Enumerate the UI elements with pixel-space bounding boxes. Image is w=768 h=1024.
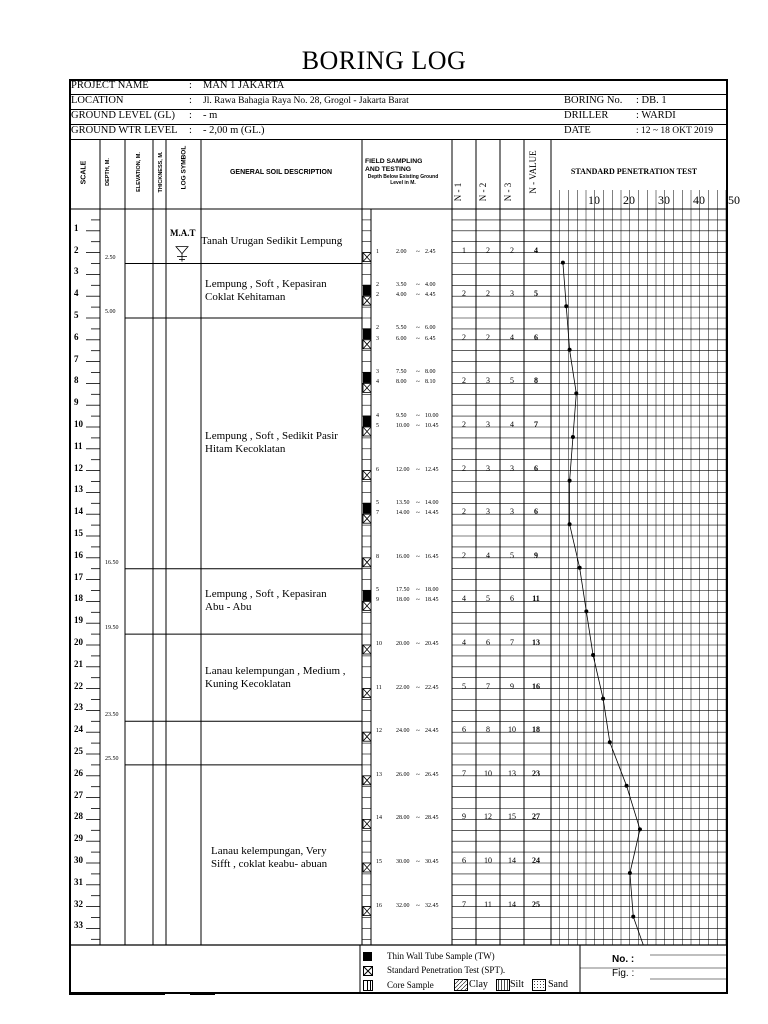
soil-description-line: Lempung , Soft , Kepasiran <box>205 277 327 290</box>
scale-number: 19 <box>74 615 83 626</box>
tw-sample-no: 2 <box>376 281 379 288</box>
blow-count-n1: 9 <box>462 812 466 822</box>
soil-description <box>205 430 338 456</box>
blow-count-n2: 6 <box>486 638 490 647</box>
blow-count-n3: 14 <box>508 899 516 909</box>
blow-count-n3: 9 <box>510 681 514 691</box>
mat-label: M.A.T <box>170 227 196 238</box>
tw-sample-icon <box>363 952 372 961</box>
range-tilde: ~ <box>416 465 420 474</box>
spt-test-to: 18.45 <box>425 597 439 604</box>
silt-pattern-icon <box>496 979 510 991</box>
date-label: DATE <box>564 125 591 136</box>
n-value: 23 <box>532 768 540 778</box>
range-tilde: ~ <box>416 334 420 343</box>
n1-header: N - 1 <box>453 182 463 202</box>
spt-test-from: 4.00 <box>396 292 407 299</box>
spt-test-to: 26.45 <box>425 771 439 778</box>
blow-count-n2: 2 <box>486 245 490 255</box>
spt-test-no: 16 <box>376 902 382 909</box>
tw-sample-from: 7.50 <box>396 368 407 375</box>
colon: : <box>189 80 192 91</box>
spt-test-from: 10.00 <box>396 423 410 429</box>
blow-count-n2: 8 <box>486 725 490 735</box>
blow-count-n2: 10 <box>484 856 492 865</box>
tw-sample-no: 2 <box>376 325 379 332</box>
layer-depth-label: 16.50 <box>105 559 119 566</box>
location-value: Jl. Rawa Bahagia Raya No. 28, Grogol - Jakarta Barat <box>203 96 409 106</box>
soil-description <box>205 665 346 691</box>
n-value: 24 <box>532 856 540 865</box>
spt-test-no: 1 <box>376 248 379 255</box>
layer-depth-label: 19.50 <box>105 625 119 632</box>
n-value: 16 <box>532 681 540 691</box>
n-value-header: N - VALUE <box>528 150 538 194</box>
spt-test-to: 32.45 <box>425 902 439 909</box>
spt-test-no: 8 <box>376 553 379 560</box>
layer-depth-label: 5.00 <box>105 309 116 315</box>
layer-depth-label: 23.50 <box>105 712 119 719</box>
sand-pattern-icon <box>532 979 546 991</box>
soil-description-line: Kuning Kecoklatan <box>205 677 291 690</box>
range-tilde: ~ <box>416 552 420 561</box>
scale-number: 30 <box>74 855 83 865</box>
scale-number: 13 <box>74 484 83 495</box>
tw-sample-to: 10.00 <box>425 412 439 419</box>
soil-description-line: Lanau kelempungan , Medium , <box>205 664 346 677</box>
tw-sample-no: 5 <box>376 586 379 593</box>
spt-test-from: 18.00 <box>396 597 410 604</box>
n-value: 7 <box>534 420 538 429</box>
legend-clay: Clay <box>469 979 488 990</box>
ground-water-label: GROUND WTR LEVEL <box>71 125 178 136</box>
tw-sample-no: 5 <box>376 499 379 506</box>
core-sample-icon <box>363 980 373 991</box>
blow-count-n3: 10 <box>508 725 516 735</box>
driller-label: DRILLER <box>564 110 609 121</box>
scale-number: 31 <box>74 876 83 887</box>
spt-test-to: 20.45 <box>425 641 439 647</box>
blow-count-n1: 2 <box>462 420 466 429</box>
range-tilde: ~ <box>416 324 420 333</box>
scale-number: 22 <box>74 680 83 691</box>
tw-sample-from: 3.50 <box>396 281 407 288</box>
range-tilde: ~ <box>416 770 420 779</box>
field-sampling-line-1: FIELD SAMPLING <box>365 158 423 165</box>
blow-count-n2: 5 <box>486 594 490 604</box>
blow-count-n3: 4 <box>510 332 514 342</box>
spt-test-to: 22.45 <box>425 684 439 691</box>
n-value: 4 <box>534 245 538 255</box>
range-tilde: ~ <box>416 378 420 387</box>
layer-depth-label: 2.50 <box>105 254 116 261</box>
colon: : <box>189 110 192 121</box>
tw-sample-no: 3 <box>376 368 379 375</box>
blow-count-n2: 3 <box>486 376 490 386</box>
soil-description-line: Coklat Kehitaman <box>205 290 286 303</box>
blow-count-n1: 4 <box>462 594 466 604</box>
scale-number: 7 <box>74 353 79 364</box>
layer-depth-label: 25.50 <box>105 755 119 762</box>
blow-count-n3: 3 <box>510 289 514 299</box>
blow-count-n2: 11 <box>484 899 492 909</box>
scale-number: 29 <box>74 833 83 844</box>
range-tilde: ~ <box>416 727 420 736</box>
blow-count-n2: 3 <box>486 420 490 429</box>
spt-tick-label: 20 <box>623 193 635 207</box>
blow-count-n3: 6 <box>510 594 514 604</box>
spt-test-from: 32.00 <box>396 902 410 909</box>
scale-number: 14 <box>74 506 83 517</box>
boring-no-label: BORING No. <box>564 95 623 106</box>
scale-number: 24 <box>74 724 83 735</box>
blow-count-n1: 7 <box>462 899 466 909</box>
range-tilde: ~ <box>416 596 420 605</box>
spt-test-no: 12 <box>376 728 382 735</box>
fig-label: Fig. : <box>612 968 635 979</box>
driller-value: : WARDI <box>636 110 676 121</box>
spt-test-to: 28.45 <box>425 815 439 822</box>
colon: : <box>189 95 192 106</box>
tw-sample-from: 17.50 <box>396 586 410 593</box>
scale-number: 33 <box>74 920 83 931</box>
blow-count-n1: 2 <box>462 332 466 342</box>
legend-tw: Thin Wall Tube Sample (TW) <box>387 951 495 961</box>
range-tilde: ~ <box>416 683 420 692</box>
ground-water-value: - 2,00 m (GL.) <box>203 125 265 136</box>
spt-test-no: 10 <box>376 641 382 647</box>
blow-count-n1: 7 <box>462 768 466 778</box>
range-tilde: ~ <box>416 291 420 300</box>
spt-test-no: 15 <box>376 859 382 865</box>
scale-number: 21 <box>74 658 83 669</box>
clay-pattern-icon <box>454 979 468 991</box>
spt-test-from: 16.00 <box>396 553 410 560</box>
spt-test-to: 8.10 <box>425 379 436 386</box>
n3-header: N - 3 <box>503 182 513 202</box>
spt-test-from: 26.00 <box>396 771 410 778</box>
spt-test-from: 24.00 <box>396 728 410 735</box>
spt-test-to: 10.45 <box>425 423 439 429</box>
spt-tick-label: 10 <box>588 193 600 207</box>
spt-header: STANDARD PENETRATION TEST <box>570 167 698 176</box>
spt-test-to: 30.45 <box>425 859 439 865</box>
soil-description <box>201 235 342 248</box>
tw-sample-to: 8.00 <box>425 368 436 375</box>
spt-test-from: 28.00 <box>396 815 410 822</box>
scale-header: SCALE <box>80 160 88 185</box>
n-value: 27 <box>532 812 540 822</box>
spt-test-to: 12.45 <box>425 466 439 473</box>
n-value: 5 <box>534 289 538 299</box>
n-value: 6 <box>534 463 538 473</box>
boring-no-value: : DB. 1 <box>636 95 667 106</box>
blow-count-n3: 7 <box>510 638 514 647</box>
spt-test-from: 30.00 <box>396 859 410 865</box>
blow-count-n1: 5 <box>462 681 466 691</box>
blow-count-n3: 3 <box>510 507 514 517</box>
legend-core: Core Sample <box>387 980 434 990</box>
blow-count-n2: 4 <box>486 550 490 560</box>
location-label: LOCATION <box>71 95 124 106</box>
tw-sample-from: 5.50 <box>396 325 407 332</box>
blow-count-n1: 2 <box>462 550 466 560</box>
spt-test-to: 2.45 <box>425 248 436 255</box>
spt-tick-label: 40 <box>693 193 705 207</box>
spt-test-to: 6.45 <box>425 335 436 342</box>
depth-header: DEPTH, M. <box>105 158 111 186</box>
spt-test-no: 4 <box>376 379 379 386</box>
spt-tick-label: 30 <box>658 193 670 207</box>
scale-number: 27 <box>74 789 83 800</box>
spt-tick-label: 50 <box>728 193 740 207</box>
blow-count-n1: 6 <box>462 856 466 865</box>
spt-test-from: 6.00 <box>396 335 407 342</box>
spt-test-from: 14.00 <box>396 510 410 517</box>
spt-test-no: 5 <box>376 423 379 429</box>
scale-number: 28 <box>74 811 83 822</box>
soil-description-line: Tanah Urugan Sedikit Lempung <box>201 235 343 248</box>
range-tilde: ~ <box>416 280 420 289</box>
spt-test-no: 2 <box>376 292 379 299</box>
blow-count-n2: 2 <box>486 289 490 299</box>
spt-test-from: 2.00 <box>396 248 407 255</box>
legend-sand: Sand <box>548 979 568 990</box>
blow-count-n3: 5 <box>510 550 514 560</box>
blow-count-n3: 15 <box>508 812 516 822</box>
soil-description-line: Hitam Kecoklatan <box>205 443 286 456</box>
blow-count-n2: 2 <box>486 332 490 342</box>
tw-sample-to: 6.00 <box>425 325 436 332</box>
spt-test-to: 16.45 <box>425 553 439 560</box>
soil-description-line: Lempung , Soft , Sedikit Pasir <box>205 430 338 443</box>
range-tilde: ~ <box>416 901 420 910</box>
range-tilde: ~ <box>416 367 420 376</box>
spt-test-from: 22.00 <box>396 684 410 691</box>
log-symbol-header: LOG SYMBOL <box>180 145 188 190</box>
scale-number: 2 <box>74 244 79 255</box>
spt-test-no: 3 <box>376 335 379 342</box>
scale-number: 9 <box>74 397 79 408</box>
tw-sample-from: 13.50 <box>396 499 410 506</box>
soil-description-line: Lanau kelempungan, Very <box>211 844 327 857</box>
soil-description-line: Abu - Abu <box>205 601 252 614</box>
legend <box>360 950 580 994</box>
no-label: No. : <box>612 954 635 965</box>
scale-number: 16 <box>74 549 83 560</box>
ground-level-label: GROUND LEVEL (GL) <box>71 110 176 121</box>
scale-number: 20 <box>74 637 83 647</box>
n-value: 9 <box>534 550 538 560</box>
spt-test-no: 9 <box>376 597 379 604</box>
range-tilde: ~ <box>416 509 420 518</box>
range-tilde: ~ <box>416 498 420 507</box>
n-value: 18 <box>532 725 540 735</box>
scale-number: 3 <box>74 266 79 277</box>
range-tilde: ~ <box>416 814 420 823</box>
blow-count-n3: 13 <box>508 768 516 778</box>
spt-test-no: 7 <box>376 510 379 517</box>
field-sampling-line-3: Depth Below Existing Ground <box>367 174 439 180</box>
spt-test-to: 24.45 <box>425 728 439 735</box>
range-tilde: ~ <box>416 858 420 866</box>
scale-number: 6 <box>74 331 79 342</box>
soil-description-line: Sifft , coklat keabu- abuan <box>211 857 328 870</box>
blow-count-n2: 3 <box>486 507 490 517</box>
scale-number: 4 <box>74 288 79 299</box>
soil-description-line: Lempung , Soft , Kepasiran <box>205 588 327 601</box>
soil-description <box>205 278 327 304</box>
field-sampling-line-2: AND TESTING <box>365 166 412 173</box>
scale-number: 25 <box>74 746 83 756</box>
range-tilde: ~ <box>416 640 420 648</box>
scale-number: 5 <box>74 310 79 320</box>
blow-count-n2: 3 <box>486 463 490 473</box>
scale-number: 1 <box>74 222 79 233</box>
spt-test-no: 14 <box>376 815 382 822</box>
spt-test-no: 13 <box>376 771 382 778</box>
scale-number: 26 <box>74 767 83 778</box>
ground-level-value: - m <box>203 110 218 121</box>
legend-spt: Standard Penetration Test (SPT). <box>387 965 506 975</box>
scale-number: 8 <box>74 375 79 386</box>
tw-sample-to: 18.00 <box>425 586 439 593</box>
field-sampling-line-4: Level in M. <box>390 180 416 186</box>
range-tilde: ~ <box>416 585 420 594</box>
blow-count-n2: 7 <box>486 681 490 691</box>
blow-count-n2: 12 <box>484 812 492 822</box>
spt-test-to: 14.45 <box>425 510 439 517</box>
spt-test-no: 6 <box>376 466 379 473</box>
spt-test-from: 12.00 <box>396 466 410 473</box>
colon: : <box>189 125 192 136</box>
scale-number: 10 <box>74 419 83 429</box>
blow-count-n1: 1 <box>462 245 466 255</box>
scale-number: 12 <box>74 462 83 473</box>
scale-number: 32 <box>74 898 83 909</box>
blow-count-n3: 5 <box>510 376 514 386</box>
spt-icon <box>363 966 373 976</box>
scale-number: 17 <box>74 571 83 582</box>
blow-count-n1: 6 <box>462 725 466 735</box>
tw-sample-to: 14.00 <box>425 499 439 506</box>
tw-sample-to: 4.00 <box>425 281 436 288</box>
spt-test-from: 8.00 <box>396 379 407 386</box>
legend-silt: Silt <box>510 979 524 990</box>
blow-count-n3: 14 <box>508 856 516 865</box>
scale-number: 15 <box>74 528 83 538</box>
elevation-header: ELEVATION, M. <box>136 152 142 192</box>
range-tilde: ~ <box>416 411 420 420</box>
blow-count-n1: 2 <box>462 289 466 299</box>
blow-count-n1: 2 <box>462 376 466 386</box>
scale-number: 11 <box>74 440 83 451</box>
blow-count-n3: 3 <box>510 463 514 473</box>
blow-count-n3: 4 <box>510 420 514 429</box>
thickness-header: THICKNESS, M. <box>158 151 164 193</box>
blow-count-n1: 4 <box>462 638 466 647</box>
blow-count-n1: 2 <box>462 463 466 473</box>
range-tilde: ~ <box>416 247 420 256</box>
soil-description <box>211 845 327 871</box>
blow-count-n2: 10 <box>484 768 492 778</box>
blow-count-n1: 2 <box>462 507 466 517</box>
project-name-value: MAN 1 JAKARTA <box>203 80 285 91</box>
spt-test-no: 11 <box>376 684 382 691</box>
soil-description <box>205 588 327 614</box>
n-value: 11 <box>532 594 540 604</box>
blow-count-n3: 2 <box>510 245 514 255</box>
n-value: 6 <box>534 332 538 342</box>
description-header: GENERAL SOIL DESCRIPTION <box>229 169 333 176</box>
scale-number: 18 <box>74 593 83 604</box>
n-value: 25 <box>532 899 540 909</box>
project-name-label: PROJECT NAME <box>71 80 149 91</box>
spt-test-to: 4.45 <box>425 292 436 299</box>
n-value: 6 <box>534 507 538 517</box>
tw-sample-from: 9.50 <box>396 412 407 419</box>
scale-number: 23 <box>74 702 83 713</box>
range-tilde: ~ <box>416 422 420 430</box>
spt-test-from: 20.00 <box>396 641 410 647</box>
n-value: 13 <box>532 638 540 647</box>
page-title: BORING LOG <box>301 46 467 75</box>
tw-sample-no: 4 <box>376 412 379 419</box>
n-value: 8 <box>534 376 538 386</box>
n2-header: N - 2 <box>478 182 488 202</box>
date-value: : 12 ~ 18 OKT 2019 <box>636 126 714 136</box>
